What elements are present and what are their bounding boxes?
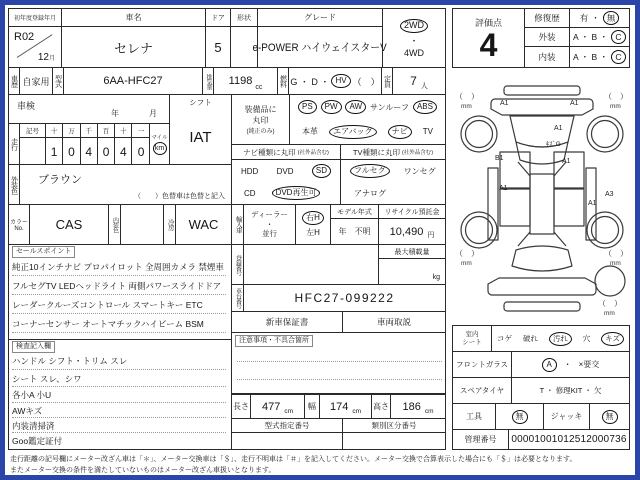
mileage-table xyxy=(19,123,150,165)
spare-tire-value: T ・ 修理KIT ・ 欠 xyxy=(511,377,630,404)
mileage-digit: 0 xyxy=(63,138,80,165)
seat-koge: コゲ xyxy=(497,334,512,343)
shape-label: 形状 xyxy=(231,9,257,27)
tv-type-cell xyxy=(340,144,446,205)
ac-value: WAC xyxy=(175,204,232,245)
damage-mark-quarter-left: A1 xyxy=(499,185,508,192)
tread-bracket-rear-left: （ ） xyxy=(455,249,479,258)
damage-mark-windshield: ｷｽﾞG xyxy=(546,141,561,148)
sales-points-label: セールスポイント xyxy=(12,246,75,258)
height-value: 186 cm xyxy=(390,394,446,419)
drivetrain-cell xyxy=(382,8,446,68)
recycle-value: 10,490 xyxy=(389,225,424,238)
history-value: 自家用 xyxy=(19,67,53,95)
height-label: 高さ xyxy=(371,394,391,419)
mileage-digit: 4 xyxy=(81,138,98,165)
exterior-grade-value: A ・ B ・ C xyxy=(569,27,630,47)
ac-label: 冷房 xyxy=(163,204,176,245)
equipment-pw: PW xyxy=(321,100,342,114)
inspector-notes-label: 検査記入欄 xyxy=(12,341,55,353)
windshield-label: フロントガラス xyxy=(452,351,512,378)
mileage-header: 百 xyxy=(98,124,115,138)
repair-history-label: 修復歴 xyxy=(524,8,570,28)
import-dealer-cell xyxy=(243,204,296,245)
displacement-unit: cc xyxy=(255,84,263,91)
recycle-unit: 円 xyxy=(427,232,435,239)
navi-cd: CD xyxy=(244,188,256,198)
tread-mm-front-left: mm xyxy=(461,103,472,110)
equipment-row2 xyxy=(290,120,445,145)
reg-month: 12月 xyxy=(37,52,55,63)
displacement-value: 1198 cc xyxy=(213,67,278,95)
class-division-value xyxy=(342,432,446,450)
spare-tire-label: スペアタイヤ xyxy=(452,377,512,404)
tools-none-selected: 無 xyxy=(512,410,528,424)
shift-value: IAT xyxy=(189,128,212,146)
repair-yes: 有 xyxy=(579,13,589,23)
model-year-label: モデル年式 xyxy=(331,205,378,219)
jack-none-selected: 無 xyxy=(602,410,618,424)
navi-type-title: ナビ種類に丸印 xyxy=(243,147,296,157)
model-year-value: 不明 xyxy=(354,227,371,236)
doors-cell xyxy=(205,8,231,68)
evaluation-label: 評価点 xyxy=(474,17,502,28)
rhd-selected: 右H xyxy=(302,211,324,225)
seat-label: 室内 シート xyxy=(452,325,492,352)
tv-analog: アナログ xyxy=(354,188,386,198)
management-no-value: 00001001012512000736 xyxy=(508,429,630,450)
length-unit: cm xyxy=(284,408,294,415)
inspector-note-line: 内装清掃済 xyxy=(12,419,226,433)
import-label: 輸入車 xyxy=(231,204,244,245)
mileage-header: 一 xyxy=(132,124,149,138)
mileage-sign-header: 記号 xyxy=(20,124,46,138)
navi-type-note: (社外品含む) xyxy=(297,150,329,156)
navi-dvd: DVD xyxy=(276,166,294,176)
navi-row1 xyxy=(232,160,340,182)
shaken-label: 車検 xyxy=(17,101,36,111)
mileage-header: 十 xyxy=(115,124,132,138)
capacity-label: 定員 xyxy=(381,67,393,95)
interior-grade-c-selected: C xyxy=(611,50,626,64)
import-dealer: ディーラー xyxy=(251,209,288,219)
import-parallel: 並行 xyxy=(262,229,277,239)
grade-cell xyxy=(252,8,388,68)
mile-unit: マイル xyxy=(151,135,168,141)
inspector-note-line: シート スレ、シワ xyxy=(12,371,226,387)
model-code-label: 型式 xyxy=(52,67,64,95)
registration-no-label: 登録番号 xyxy=(231,244,244,285)
doors-value: 5 xyxy=(214,39,222,55)
fuel-value xyxy=(288,67,382,95)
exterior-grade-label: 外装 xyxy=(524,27,570,47)
repair-history-value xyxy=(569,8,630,28)
width-label: 幅 xyxy=(304,394,320,419)
drive-4wd: 4WD xyxy=(404,47,424,58)
tv-oneseg: ワンセグ xyxy=(403,166,436,176)
tread-bracket-front-left: （ ） xyxy=(455,92,479,101)
seat-kizu-selected: キズ xyxy=(601,332,624,346)
capacity-value: 7 人 xyxy=(392,67,446,95)
caution-blank-line xyxy=(237,346,442,362)
shaken-cell xyxy=(8,94,170,124)
sales-point-line: 純正10インチナビ プロパイロット 全周囲カメラ 禁煙車 xyxy=(12,258,226,276)
car-name-cell xyxy=(61,8,206,68)
management-no-label: 管理番号 xyxy=(452,429,509,450)
color-change-note: （ ）色替車は色替と記入 xyxy=(134,193,225,200)
shift-cell xyxy=(169,94,232,165)
width-value: 174 cm xyxy=(319,394,372,419)
windshield-value xyxy=(511,351,630,378)
mileage-unit-cell xyxy=(149,123,170,165)
model-year-unit: 年 xyxy=(338,227,347,236)
shaken-month-unit: 月 xyxy=(149,109,157,118)
color-no-label: カラー No. xyxy=(8,204,30,245)
max-load-label: 最大積載量 xyxy=(379,245,445,259)
chassis-no-label: 車台番号 xyxy=(231,284,244,312)
tools-label: 工具 xyxy=(452,403,496,430)
footer-note-line1: 走行距離の記号欄にメーター改ざん車は「＊」、メーター交換車は「＄」、走行不明車は「＃」を記入してください。メーター交換で合算表示した場合にも「＄」は必要となります。 xyxy=(10,456,577,463)
seat-yabure: 破れ xyxy=(522,334,538,343)
mileage-header: 千 xyxy=(81,124,98,138)
windshield-dot: ・ xyxy=(563,360,572,369)
car-name-value: セレナ xyxy=(113,40,153,56)
exterior-color-cell xyxy=(19,164,232,205)
caution-blank-line xyxy=(237,364,442,380)
equipment-airbag: エアバッグ xyxy=(329,125,376,139)
equipment-title-note: (純正のみ) xyxy=(246,129,275,135)
exterior-color-value: ブラウン xyxy=(38,174,82,186)
jack-value xyxy=(589,403,630,430)
interior-grade-label: 内装 xyxy=(524,46,570,68)
tread-bracket-rear-right: （ ） xyxy=(604,249,628,258)
damage-mark-front-bumper-right: A1 xyxy=(570,100,579,107)
length-label: 長さ xyxy=(231,394,251,419)
equipment-aw: AW xyxy=(345,100,366,114)
import-dot: ・ xyxy=(265,219,274,229)
chassis-no-value: HFC27-099222 xyxy=(243,284,446,312)
model-year-cell xyxy=(330,204,379,245)
inspector-note-line: Goo鑑定証付 xyxy=(12,435,63,446)
fuel-label: 燃料 xyxy=(277,67,289,95)
evaluation-score: 4 xyxy=(479,26,498,63)
equipment-row1 xyxy=(290,95,445,120)
height-unit: cm xyxy=(424,408,434,415)
grade-label: グレード xyxy=(258,9,382,27)
damage-mark-cowl-right: A1 xyxy=(562,158,571,165)
model-code-value: 6AA-HFC27 xyxy=(63,67,203,95)
color-no-value: CAS xyxy=(29,204,109,245)
tread-bracket-front-right: （ ） xyxy=(604,92,628,101)
handle-cell xyxy=(295,204,331,245)
doors-label: ドア xyxy=(206,9,230,27)
equipment-abs: ABS xyxy=(413,100,437,114)
windshield-a-selected: A xyxy=(542,358,557,372)
exterior-color-label: 外装色 xyxy=(8,164,20,205)
windshield-ng: ×要交 xyxy=(578,360,600,369)
manual-cell: 車両取説 xyxy=(342,311,446,333)
lhd: 左H xyxy=(306,228,320,237)
class-division-label: 類別区分番号 xyxy=(342,418,446,433)
mileage-header: 万 xyxy=(63,124,80,138)
caution-label: 注意事項・不具合箇所 xyxy=(235,335,313,347)
drive-2wd-selected: 2WD xyxy=(400,19,428,33)
navi-type-cell xyxy=(231,144,341,205)
tools-value xyxy=(495,403,544,430)
navi-hdd: HDD xyxy=(241,166,259,176)
mileage-digit: 0 xyxy=(98,138,115,165)
sales-point-line: フルセグTV LEDヘッドライト 両側パワースライドドア xyxy=(12,277,226,295)
damage-mark-front-door-left: B1 xyxy=(495,155,504,162)
recycle-cell xyxy=(378,204,446,245)
inspector-note-line: 各小A 小U xyxy=(12,388,226,403)
first-registration-cell xyxy=(8,8,62,68)
sales-point-line: コーナーセンサー オートマチックハイビーム BSM xyxy=(12,315,226,333)
warranty-cell: 新車保証書 xyxy=(231,311,343,333)
jack-label: ジャッキ xyxy=(543,403,590,430)
seat-ana: 穴 xyxy=(582,334,591,343)
inspector-note-line: ハンドル シフト・トリム スレ xyxy=(12,353,226,370)
equipment-title: 装備品に 丸印 (純正のみ) xyxy=(232,95,290,144)
max-load-unit: kg xyxy=(432,274,440,281)
width-unit: cm xyxy=(352,408,362,415)
drive-dot: ・ xyxy=(409,35,419,46)
tread-mm-spare: mm xyxy=(604,310,615,317)
equipment-cell xyxy=(231,94,446,145)
seat-yogore-selected: 汚れ xyxy=(549,332,572,346)
capacity-unit: 人 xyxy=(420,83,428,90)
seat-condition-value xyxy=(491,325,630,352)
max-load-cell xyxy=(378,244,446,285)
interior-grade-value: A ・ B ・ C xyxy=(569,46,630,68)
tread-mm-rear-right: mm xyxy=(610,260,621,267)
sales-point-line: レーダークルーズコントロール スマートキー ETC xyxy=(12,296,226,314)
navi-dvd-playback-selected: DVD再生可 xyxy=(272,186,321,200)
displacement-label: 排気量 xyxy=(202,67,214,95)
fuel-paren: （ ） xyxy=(352,76,380,87)
equipment-sunroof: サンルーフ xyxy=(370,102,410,112)
interior-color-label: 内装色 xyxy=(108,204,121,245)
equipment-tv: TV xyxy=(422,127,433,137)
tv-fullseg-selected: フルセグ xyxy=(350,164,390,178)
recycle-label: リサイクル預託金 xyxy=(379,205,445,219)
damage-mark-hood: A1 xyxy=(554,125,563,132)
equipment-navi: ナビ xyxy=(388,125,412,139)
shaken-year-unit: 年 xyxy=(111,109,119,118)
shape-cell xyxy=(230,8,258,68)
km-unit-selected: km xyxy=(153,142,167,155)
exterior-grade-c-selected: C xyxy=(611,30,626,44)
length-value: 477 cm xyxy=(250,394,305,419)
footer-note-line2: またメーター交換の条件を満たしていないものはメーター改ざん車扱いとなります。 xyxy=(10,467,276,474)
damage-mark-side-right-a3: A3 xyxy=(605,191,614,198)
mileage-sign-value xyxy=(20,138,46,165)
evaluation-score-cell xyxy=(452,8,525,68)
type-designation-label: 型式指定番号 xyxy=(231,418,343,433)
damage-mark-front-bumper-left: A1 xyxy=(500,100,509,107)
navi-sd-selected: SD xyxy=(312,164,331,178)
inspector-note-line: AWキズ xyxy=(12,404,226,418)
repair-dot: ・ xyxy=(591,13,600,23)
tread-mm-rear-left: mm xyxy=(461,260,472,267)
grade-value: e-POWER ハイウェイスターV xyxy=(252,42,388,54)
tread-mm-front-right: mm xyxy=(610,103,621,110)
damage-mark-side-right-a1: A1 xyxy=(588,200,597,207)
navi-row2 xyxy=(232,182,340,204)
tv-type-title: TV種類に丸印 xyxy=(352,147,400,157)
equipment-ps: PS xyxy=(298,100,317,114)
mileage-digit: 1 xyxy=(46,138,63,165)
car-top-view-diagram xyxy=(452,82,632,322)
car-name-label: 車名 xyxy=(62,9,205,27)
registration-no-value xyxy=(243,244,379,285)
tv-row1 xyxy=(341,160,445,182)
type-designation-value xyxy=(231,432,343,450)
mileage-label: 走行 xyxy=(8,123,20,165)
tread-bracket-spare: （ ） xyxy=(598,299,622,308)
history-label: 車歴 xyxy=(8,67,20,95)
mileage-digit: 0 xyxy=(137,144,145,159)
equipment-leather: 本革 xyxy=(302,127,318,137)
mileage-digit: 4 xyxy=(115,138,132,165)
reg-year: R02 xyxy=(14,31,35,43)
repair-no-selected: 無 xyxy=(603,11,620,25)
interior-color-value xyxy=(120,204,164,245)
first-registration-value xyxy=(9,27,61,67)
shift-label: シフト xyxy=(189,98,212,107)
fuel-options: G ・ D ・ xyxy=(290,76,330,87)
first-registration-label: 初年度登録年月 xyxy=(9,9,61,27)
tv-row2 xyxy=(341,182,445,204)
fuel-hv-selected: HV xyxy=(331,74,350,88)
mileage-header: 十 xyxy=(46,124,63,138)
tv-type-note: (社外品含む) xyxy=(401,150,434,156)
